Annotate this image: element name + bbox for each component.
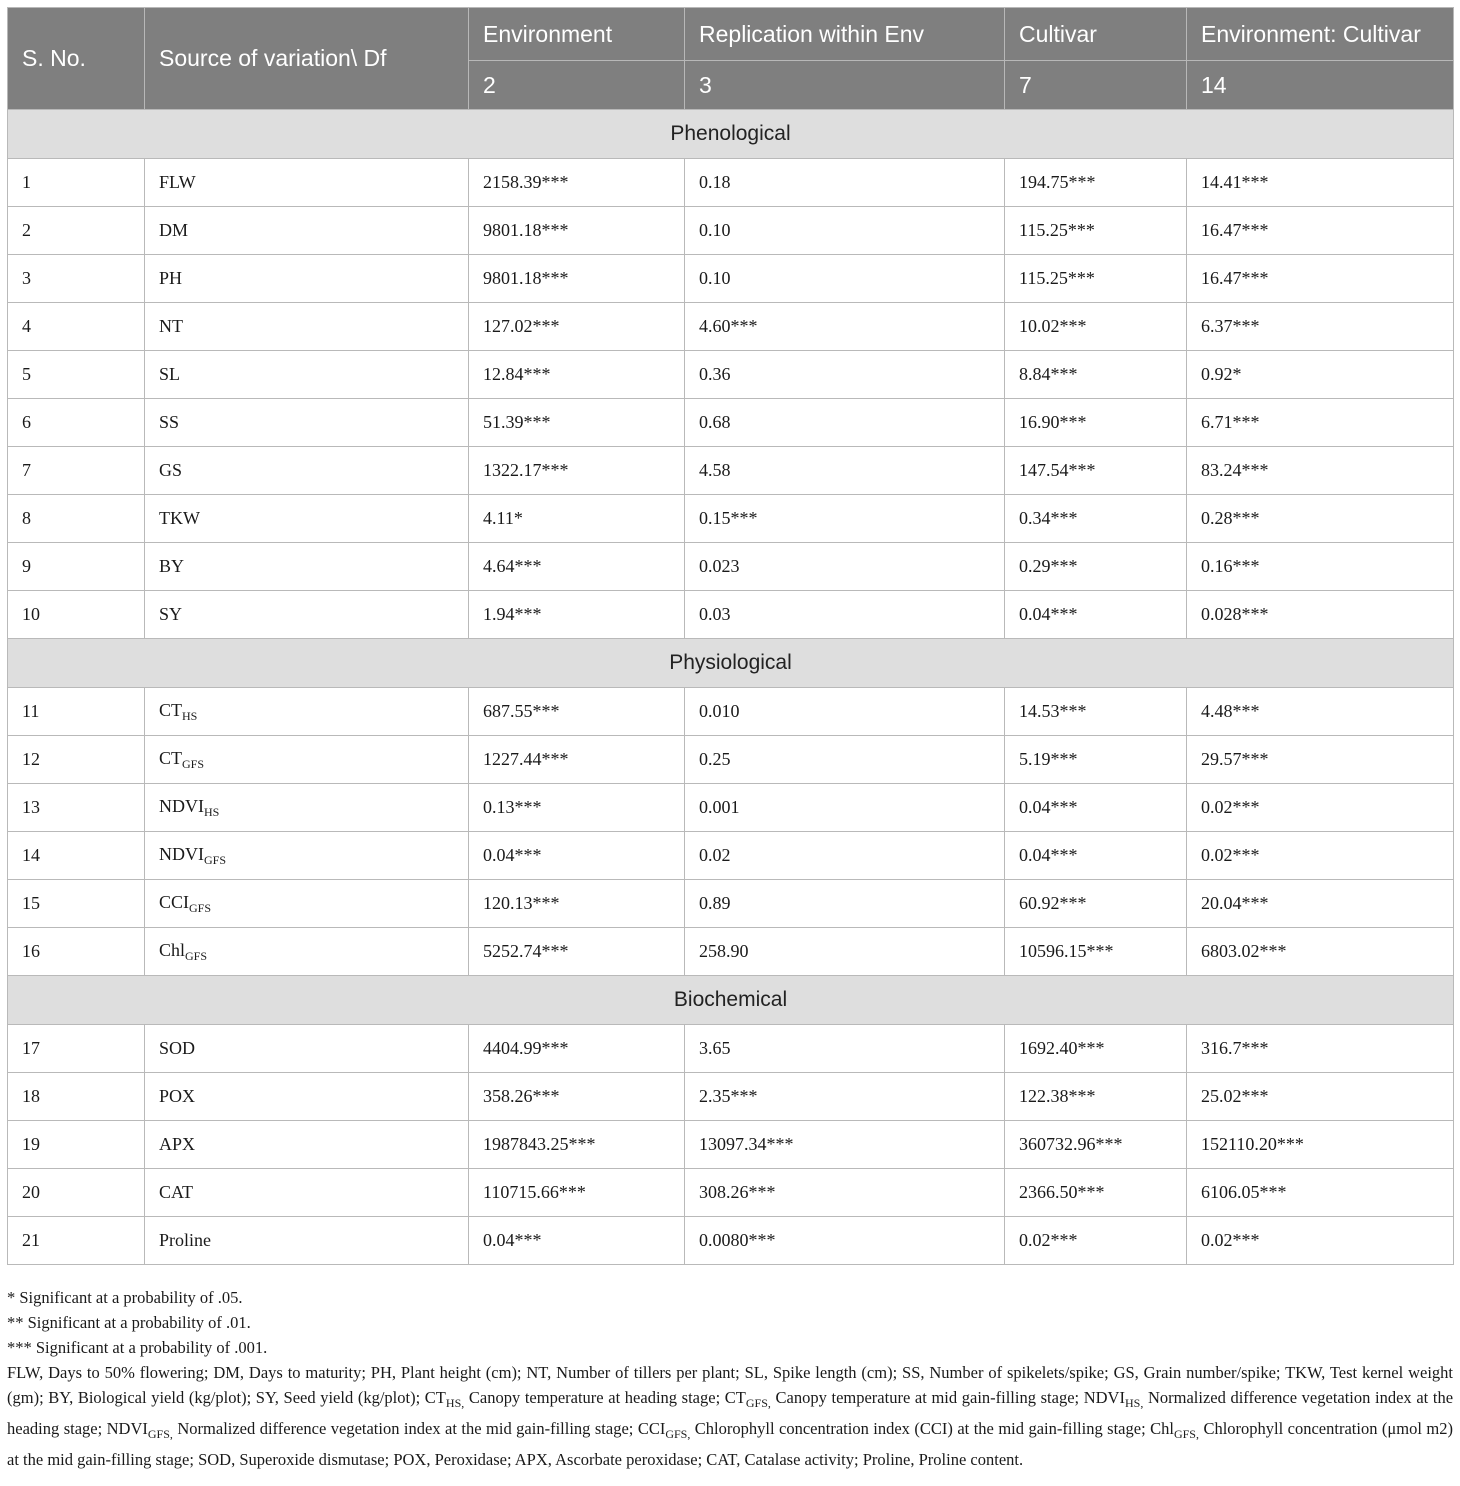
abbr-subscript: GFS, [665, 1427, 691, 1441]
abbr-text: Chlorophyll concentration index (CCI) at the mid gain-filling stage; Chl [690, 1419, 1174, 1438]
cell-sno: 5 [8, 351, 145, 399]
cell-env-cultivar: 0.16*** [1187, 543, 1454, 591]
df-cultivar: 7 [1005, 61, 1187, 110]
cell-trait [145, 1073, 469, 1121]
cell-replication: 0.10 [685, 207, 1005, 255]
cell-environment: 1322.17*** [469, 447, 685, 495]
cell-cultivar: 115.25*** [1005, 207, 1187, 255]
abbr-subscript: HS, [445, 1396, 465, 1410]
trait-stage: GFS [182, 756, 205, 771]
cell-trait [145, 688, 469, 736]
trait-name: CT [159, 747, 183, 768]
cell-environment: 12.84*** [469, 351, 685, 399]
cell-sno: 17 [8, 1025, 145, 1073]
cell-replication: 13097.34*** [685, 1121, 1005, 1169]
cell-cultivar: 147.54*** [1005, 447, 1187, 495]
table-row [8, 303, 1454, 351]
cell-replication: 0.03 [685, 591, 1005, 639]
abbr-text: Normalized difference vegetation index at the heading stage; NDVI [7, 1388, 1454, 1438]
cell-environment: 2158.39*** [469, 159, 685, 207]
cell-cultivar: 0.04*** [1005, 784, 1187, 832]
cell-sno: 3 [8, 255, 145, 303]
cell-sno: 19 [8, 1121, 145, 1169]
trait-stage: GFS [189, 900, 212, 915]
cell-cultivar: 2366.50*** [1005, 1169, 1187, 1217]
cell-cultivar: 8.84*** [1005, 351, 1187, 399]
cell-environment: 0.13*** [469, 784, 685, 832]
cell-trait [145, 399, 469, 447]
cell-cultivar: 0.04*** [1005, 832, 1187, 880]
cell-env-cultivar: 4.48*** [1187, 688, 1454, 736]
table-row [8, 591, 1454, 639]
trait-name: POX [159, 1086, 196, 1106]
trait-name: Chl [159, 939, 186, 960]
table-row [8, 1169, 1454, 1217]
trait-name: APX [159, 1134, 196, 1154]
table-row [8, 447, 1454, 495]
cell-replication: 3.65 [685, 1025, 1005, 1073]
trait-name: SOD [159, 1038, 196, 1058]
header-cultivar: Cultivar [1005, 8, 1187, 61]
cell-sno: 21 [8, 1217, 145, 1265]
cell-environment: 110715.66*** [469, 1169, 685, 1217]
cell-trait [145, 1169, 469, 1217]
cell-sno: 10 [8, 591, 145, 639]
table-header [8, 8, 1454, 110]
table-row [8, 880, 1454, 928]
cell-replication: 0.010 [685, 688, 1005, 736]
footnote-sig-001: *** Significant at a probability of .001. [7, 1338, 268, 1357]
cell-cultivar: 115.25*** [1005, 255, 1187, 303]
table-row [8, 1025, 1454, 1073]
cell-environment: 1.94*** [469, 591, 685, 639]
footnote-sig-05: * Significant at a probability of .05. [7, 1288, 243, 1307]
section-title: Phenological [8, 110, 1454, 159]
cell-replication: 0.023 [685, 543, 1005, 591]
cell-cultivar: 0.02*** [1005, 1217, 1187, 1265]
cell-env-cultivar: 16.47*** [1187, 207, 1454, 255]
trait-name: CT [159, 699, 183, 720]
header-source: Source of variation\ Df [145, 8, 469, 110]
cell-env-cultivar: 152110.20*** [1187, 1121, 1454, 1169]
cell-trait [145, 1025, 469, 1073]
cell-replication: 0.68 [685, 399, 1005, 447]
cell-cultivar: 1692.40*** [1005, 1025, 1187, 1073]
cell-environment: 4.11* [469, 495, 685, 543]
cell-sno: 6 [8, 399, 145, 447]
cell-sno: 8 [8, 495, 145, 543]
cell-cultivar: 194.75*** [1005, 159, 1187, 207]
abbr-text: Normalized difference vegetation index at the mid gain-filling stage; CCI [172, 1419, 666, 1438]
cell-cultivar: 10.02*** [1005, 303, 1187, 351]
cell-env-cultivar: 0.028*** [1187, 591, 1454, 639]
cell-env-cultivar: 0.02*** [1187, 1217, 1454, 1265]
table-row [8, 784, 1454, 832]
abbr-subscript: GFS, [147, 1427, 173, 1441]
cell-env-cultivar: 83.24*** [1187, 447, 1454, 495]
section-row [8, 639, 1454, 688]
cell-env-cultivar: 29.57*** [1187, 736, 1454, 784]
table-row [8, 399, 1454, 447]
cell-env-cultivar: 14.41*** [1187, 159, 1454, 207]
cell-sno: 16 [8, 928, 145, 976]
cell-cultivar: 0.04*** [1005, 591, 1187, 639]
cell-env-cultivar: 0.02*** [1187, 784, 1454, 832]
cell-replication: 258.90 [685, 928, 1005, 976]
cell-sno: 14 [8, 832, 145, 880]
cell-cultivar: 0.29*** [1005, 543, 1187, 591]
abbr-subscript: HS, [1124, 1396, 1144, 1410]
table-row [8, 495, 1454, 543]
cell-cultivar: 5.19*** [1005, 736, 1187, 784]
cell-replication: 0.89 [685, 880, 1005, 928]
cell-sno: 9 [8, 543, 145, 591]
cell-replication: 0.25 [685, 736, 1005, 784]
header-sno: S. No. [8, 8, 145, 110]
cell-env-cultivar: 0.02*** [1187, 832, 1454, 880]
cell-sno: 20 [8, 1169, 145, 1217]
abbr-subscript: GFS, [745, 1396, 771, 1410]
cell-trait [145, 207, 469, 255]
trait-name: GS [159, 460, 183, 480]
cell-env-cultivar: 25.02*** [1187, 1073, 1454, 1121]
cell-env-cultivar: 6.37*** [1187, 303, 1454, 351]
cell-trait [145, 784, 469, 832]
trait-name: SY [159, 604, 183, 624]
trait-name: SL [159, 364, 181, 384]
cell-replication: 308.26*** [685, 1169, 1005, 1217]
trait-name: TKW [159, 508, 200, 528]
table-row [8, 1073, 1454, 1121]
cell-environment: 0.04*** [469, 1217, 685, 1265]
abbr-text: Canopy temperature at mid gain-filling stage; NDVI [770, 1388, 1125, 1407]
cell-sno: 15 [8, 880, 145, 928]
cell-sno: 7 [8, 447, 145, 495]
cell-sno: 2 [8, 207, 145, 255]
table-row [8, 255, 1454, 303]
cell-trait [145, 1217, 469, 1265]
trait-name: BY [159, 556, 185, 576]
cell-trait [145, 495, 469, 543]
cell-environment: 4.64*** [469, 543, 685, 591]
trait-name: SS [159, 412, 180, 432]
cell-replication: 0.10 [685, 255, 1005, 303]
table-row [8, 543, 1454, 591]
trait-name: NDVI [159, 795, 204, 816]
footnote-abbreviations [7, 1360, 1453, 1472]
cell-trait [145, 351, 469, 399]
cell-replication: 2.35*** [685, 1073, 1005, 1121]
table-row [8, 928, 1454, 976]
df-environment: 2 [469, 61, 685, 110]
table-row [8, 1217, 1454, 1265]
table-row [8, 832, 1454, 880]
footnote-sig-01: ** Significant at a probability of .01. [7, 1313, 251, 1332]
cell-trait [145, 159, 469, 207]
cell-sno: 11 [8, 688, 145, 736]
cell-trait [145, 736, 469, 784]
cell-env-cultivar: 0.28*** [1187, 495, 1454, 543]
cell-cultivar: 60.92*** [1005, 880, 1187, 928]
trait-stage: GFS [204, 852, 227, 867]
cell-trait [145, 832, 469, 880]
cell-trait [145, 255, 469, 303]
header-replication: Replication within Env [685, 8, 1005, 61]
cell-trait [145, 880, 469, 928]
trait-name: FLW [159, 172, 196, 192]
section-row [8, 976, 1454, 1025]
cell-environment: 687.55*** [469, 688, 685, 736]
cell-environment: 5252.74*** [469, 928, 685, 976]
cell-environment: 51.39*** [469, 399, 685, 447]
cell-replication: 0.15*** [685, 495, 1005, 543]
cell-cultivar: 16.90*** [1005, 399, 1187, 447]
cell-environment: 9801.18*** [469, 255, 685, 303]
cell-trait [145, 543, 469, 591]
cell-trait [145, 928, 469, 976]
cell-replication: 0.02 [685, 832, 1005, 880]
cell-replication: 0.18 [685, 159, 1005, 207]
table-row [8, 351, 1454, 399]
cell-env-cultivar: 6106.05*** [1187, 1169, 1454, 1217]
cell-environment: 4404.99*** [469, 1025, 685, 1073]
trait-name: DM [159, 220, 189, 240]
abbr-text: FLW, Days to 50% flowering; DM, Days to maturity; PH, Plant height (cm); NT, Number of tillers per plant; SL, Spike length (cm); SS, Number of spikelets/spike; GS, Grain number/spike; TKW, Test kernel weight (gm); BY, Biological yield (kg/plot); SY, Seed yield (kg/plot); CT [7, 1363, 1453, 1407]
cell-environment: 1987843.25*** [469, 1121, 685, 1169]
header-environment: Environment [469, 8, 685, 61]
table-body [8, 110, 1454, 1265]
table-row [8, 688, 1454, 736]
section-row [8, 110, 1454, 159]
trait-stage: GFS [185, 948, 208, 963]
header-env-cultivar: Environment: Cultivar [1187, 8, 1454, 61]
cell-replication: 0.001 [685, 784, 1005, 832]
cell-trait [145, 447, 469, 495]
df-replication: 3 [685, 61, 1005, 110]
cell-replication: 4.60*** [685, 303, 1005, 351]
cell-cultivar: 14.53*** [1005, 688, 1187, 736]
table-row [8, 1121, 1454, 1169]
cell-env-cultivar: 20.04*** [1187, 880, 1454, 928]
table-row [8, 159, 1454, 207]
cell-trait [145, 1121, 469, 1169]
trait-name: Proline [159, 1230, 211, 1250]
cell-cultivar: 0.34*** [1005, 495, 1187, 543]
table-row [8, 736, 1454, 784]
cell-env-cultivar: 0.92* [1187, 351, 1454, 399]
cell-env-cultivar: 16.47*** [1187, 255, 1454, 303]
cell-trait [145, 591, 469, 639]
cell-cultivar: 122.38*** [1005, 1073, 1187, 1121]
anova-table-container [7, 7, 1453, 1265]
cell-cultivar: 360732.96*** [1005, 1121, 1187, 1169]
cell-replication: 4.58 [685, 447, 1005, 495]
cell-environment: 358.26*** [469, 1073, 685, 1121]
cell-environment: 0.04*** [469, 832, 685, 880]
trait-stage: HS [182, 708, 198, 723]
cell-cultivar: 10596.15*** [1005, 928, 1187, 976]
cell-env-cultivar: 6803.02*** [1187, 928, 1454, 976]
cell-trait [145, 303, 469, 351]
cell-sno: 1 [8, 159, 145, 207]
abbr-text: Chlorophyll concentration (μmol m2) at the mid gain-filling stage; SOD, Superoxide dismutase; POX, Peroxidase; APX, Ascorbate peroxidase; CAT, Catalase activity; Proline, Proline content. [7, 1419, 1453, 1469]
cell-sno: 18 [8, 1073, 145, 1121]
trait-name: CCI [159, 891, 190, 912]
table-row [8, 207, 1454, 255]
trait-name: NT [159, 316, 183, 336]
cell-replication: 0.36 [685, 351, 1005, 399]
section-title: Physiological [8, 639, 1454, 688]
cell-sno: 4 [8, 303, 145, 351]
anova-table [7, 7, 1454, 1265]
trait-name: CAT [159, 1182, 194, 1202]
cell-environment: 1227.44*** [469, 736, 685, 784]
trait-stage: HS [204, 804, 220, 819]
df-env-cultivar: 14 [1187, 61, 1454, 110]
table-footnotes [7, 1285, 1453, 1472]
cell-environment: 127.02*** [469, 303, 685, 351]
trait-name: NDVI [159, 843, 204, 864]
cell-environment: 9801.18*** [469, 207, 685, 255]
abbr-text: Canopy temperature at heading stage; CT [464, 1388, 746, 1407]
cell-replication: 0.0080*** [685, 1217, 1005, 1265]
abbr-subscript: GFS, [1173, 1427, 1199, 1441]
trait-name: PH [159, 268, 183, 288]
cell-sno: 12 [8, 736, 145, 784]
section-title: Biochemical [8, 976, 1454, 1025]
cell-env-cultivar: 316.7*** [1187, 1025, 1454, 1073]
cell-sno: 13 [8, 784, 145, 832]
cell-env-cultivar: 6.71*** [1187, 399, 1454, 447]
cell-environment: 120.13*** [469, 880, 685, 928]
